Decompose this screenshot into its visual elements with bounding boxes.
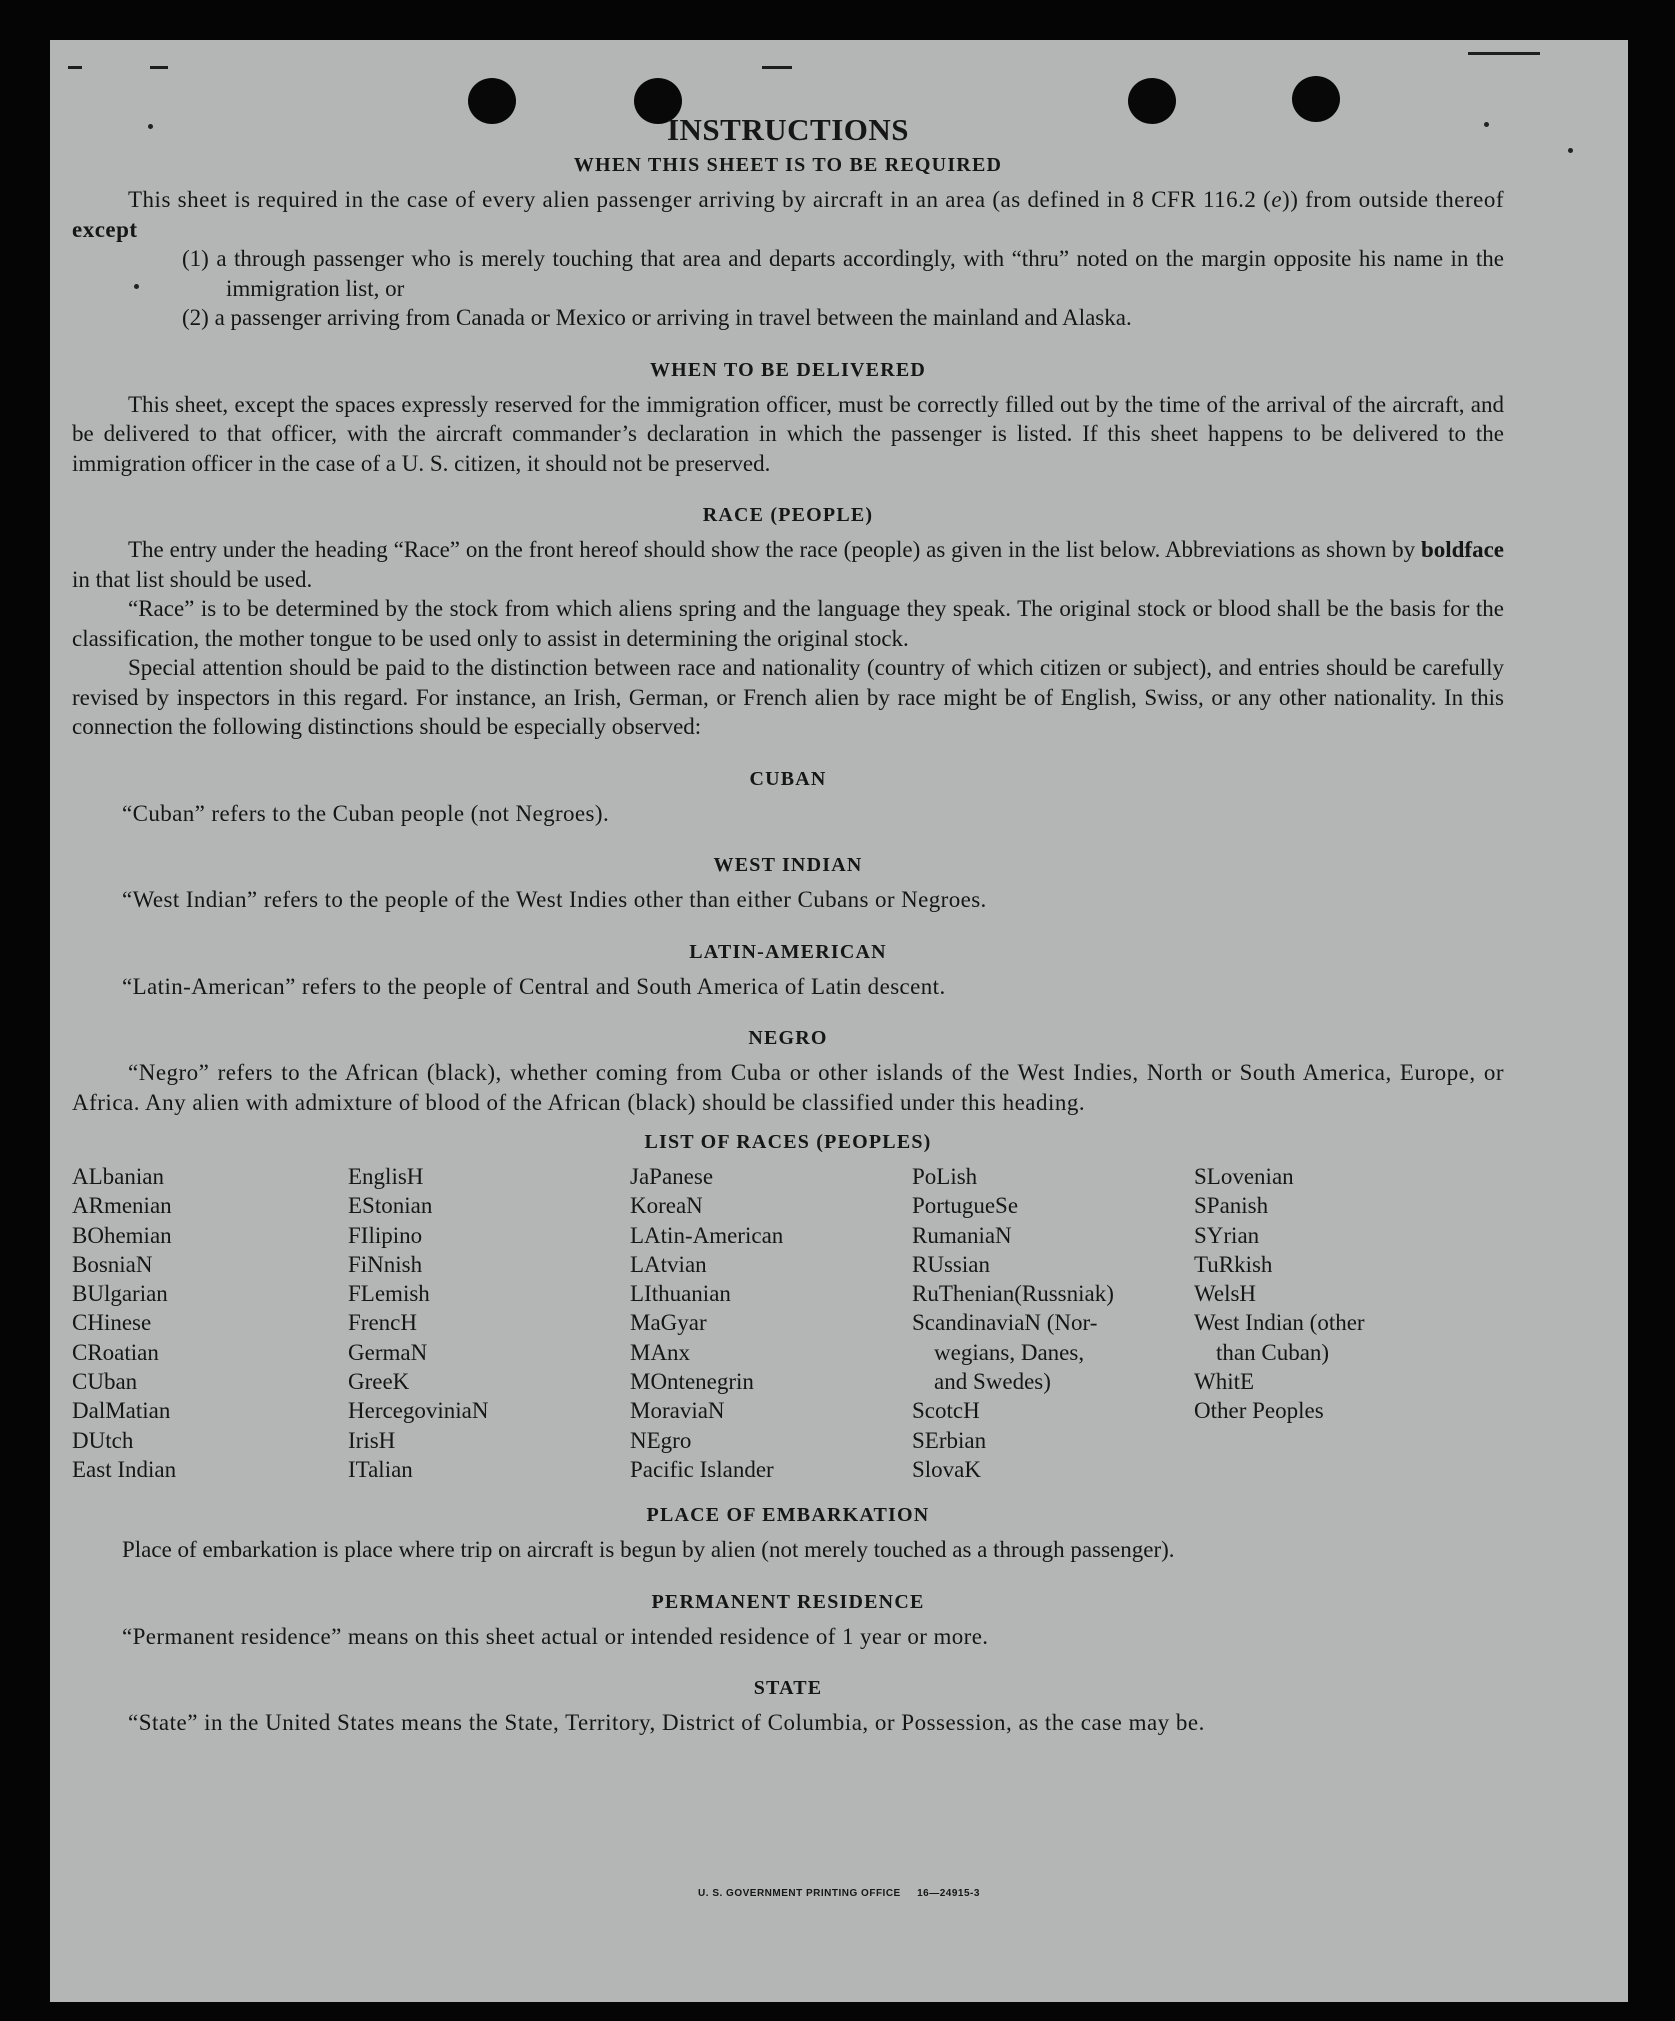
instructions-body xyxy=(72,112,1504,1738)
race-entry: ITalian xyxy=(348,1456,413,1482)
heading-when-delivered: WHEN TO BE DELIVERED xyxy=(649,358,927,381)
race-entry: RUssian xyxy=(912,1251,990,1277)
race-entry: ScotcH xyxy=(912,1398,980,1424)
printer-imprint: U. S. GOVERNMENT PRINTING OFFICE 16—24915-3 xyxy=(698,1888,980,1899)
race-entry: BOhemian xyxy=(72,1222,172,1248)
race-entry: SlovaK xyxy=(912,1456,981,1482)
race-entry: FiNnish xyxy=(348,1251,423,1277)
race-entry: BosniaN xyxy=(72,1251,153,1277)
heading-embarkation: PLACE OF EMBARKATION xyxy=(646,1504,930,1527)
cuban-text: “Cuban” refers to the Cuban people (not Negroes). xyxy=(122,800,610,826)
race-paragraph-1: The entry under the heading “Race” on the front hereof should show the race (people) as given in the list below. Abbreviations as shown by boldface in that list should be used. xyxy=(72,537,1504,592)
exception-item-1: (1) a through passenger who is merely touching that area and departs accordingly, with “thru” noted on the margin opposite his name in the immigration list, or xyxy=(182,246,1505,301)
race-entry: GermaN xyxy=(348,1339,428,1365)
race-entry: PoLish xyxy=(912,1164,978,1189)
heading-west-indian: WEST INDIAN xyxy=(713,854,863,876)
races-column-5 xyxy=(1194,1162,1504,1484)
race-entry: KoreaN xyxy=(630,1193,703,1219)
race-entry: GreeK xyxy=(348,1369,410,1395)
race-entry: FLemish xyxy=(348,1281,430,1307)
heading-latin-american: LATIN-AMERICAN xyxy=(689,940,887,963)
races-column-4 xyxy=(912,1162,1194,1484)
race-entry: Pacific Islander xyxy=(630,1456,774,1482)
race-entry: SYrian xyxy=(1194,1222,1260,1248)
race-entry: RumaniaN xyxy=(912,1222,1012,1248)
state-text: “State” in the United States means the State, Territory, District of Columbia, or Possession, as the case may be. xyxy=(128,1710,1205,1736)
when-required-intro: This sheet is required in the case of every alien passenger arriving by aircraft in an area (as defined in 8 CFR 116.2 (e)) from outside thereof except xyxy=(72,187,1505,242)
race-entry: CUban xyxy=(72,1369,138,1395)
race-entry: EnglisH xyxy=(348,1164,424,1189)
race-entry: JaPanese xyxy=(630,1164,714,1189)
race-entry: ARmenian xyxy=(72,1193,172,1219)
race-entry: than Cuban) xyxy=(1216,1339,1330,1365)
heading-state: STATE xyxy=(753,1677,823,1700)
edge-mark xyxy=(1468,52,1540,55)
race-entry: SLovenian xyxy=(1194,1164,1294,1189)
race-entry: FrencH xyxy=(348,1310,417,1336)
race-entry: TuRkish xyxy=(1194,1251,1273,1277)
race-entry: PortugueSe xyxy=(912,1193,1019,1219)
race-entry: ALbanian xyxy=(72,1164,164,1189)
race-entry: Other Peoples xyxy=(1194,1398,1324,1424)
race-entry: MOntenegrin xyxy=(630,1369,754,1395)
race-entry: HercegoviniaN xyxy=(348,1398,489,1424)
race-entry: DalMatian xyxy=(72,1398,171,1424)
edge-mark xyxy=(68,66,82,69)
race-entry: LAtin-American xyxy=(630,1222,784,1248)
races-column-1 xyxy=(72,1162,348,1484)
race-entry: LAtvian xyxy=(630,1251,707,1277)
race-entry: EStonian xyxy=(348,1193,433,1219)
race-entry: MaGyar xyxy=(630,1310,707,1336)
heading-negro: NEGRO xyxy=(748,1027,828,1049)
race-paragraph-3: Special attention should be paid to the distinction between race and nationality (country of which citizen or subject), and entries should be carefully revised by inspectors in this regard. For instance, an Irish, German, or French alien by race might be of English, Swiss, or any other nationality. In this connection the following distinctions should be especially observed: xyxy=(72,655,1504,739)
race-entry: DUtch xyxy=(72,1427,134,1453)
race-entry: and Swedes) xyxy=(934,1369,1051,1395)
race-entry: WelsH xyxy=(1194,1281,1257,1307)
race-entry: IrisH xyxy=(348,1427,396,1453)
race-entry: LIthuanian xyxy=(630,1281,731,1307)
edge-mark xyxy=(762,66,792,69)
race-entry: CRoatian xyxy=(72,1339,159,1365)
when-delivered-text: This sheet, except the spaces expressly reserved for the immigration officer, must be correctly filled out by the time of the arrival of the aircraft, and be delivered to that officer, with the aircraft commander’s declaration in which the passenger is listed. If this sheet happens to be delivered to the immigration officer in the case of a U. S. citizen, it should not be preserved. xyxy=(72,391,1504,476)
exception-list xyxy=(182,244,1504,333)
race-entry: MAnx xyxy=(630,1339,691,1365)
race-entry: West Indian (other xyxy=(1194,1310,1365,1336)
speck xyxy=(1568,148,1573,153)
document-sheet xyxy=(50,40,1628,2002)
west-indian-text: “West Indian” refers to the people of the West Indies other than either Cubans or Negroes. xyxy=(122,887,987,912)
latin-american-text: “Latin-American” refers to the people of Central and South America of Latin descent. xyxy=(122,973,946,999)
races-column-3 xyxy=(630,1162,912,1484)
race-entry: East Indian xyxy=(72,1456,177,1482)
embarkation-text: Place of embarkation is place where trip on aircraft is begun by alien (not merely touched as a through passenger). xyxy=(122,1537,1175,1563)
race-entry: RuThenian(Russniak) xyxy=(912,1281,1114,1307)
race-entry: SPanish xyxy=(1194,1193,1269,1219)
negro-text: “Negro” refers to the African (black), whether coming from Cuba or other islands of the West Indies, North or South America, Europe, or Africa. Any alien with admixture of blood of the African (black) should be classified under this heading. xyxy=(72,1060,1504,1115)
heading-cuban: CUBAN xyxy=(749,767,827,790)
races-column-2 xyxy=(348,1162,630,1484)
heading-permanent-residence: PERMANENT RESIDENCE xyxy=(651,1590,925,1613)
race-entry: ScandinaviaN (Nor- xyxy=(912,1310,1098,1336)
race-entry: wegians, Danes, xyxy=(934,1339,1085,1365)
heading-list-of-races: LIST OF RACES (PEOPLES) xyxy=(644,1131,932,1153)
race-paragraph-2: “Race” is to be determined by the stock from which aliens spring and the language they speak. The original stock or blood shall be the basis for the classification, the mother tongue to be used only to assist in determining the original stock. xyxy=(72,596,1504,651)
race-entry: MoraviaN xyxy=(630,1398,725,1424)
race-entry: SErbian xyxy=(912,1427,987,1453)
exception-item-2: (2) a passenger arriving from Canada or Mexico or arriving in travel between the mainland and Alaska. xyxy=(182,305,1132,330)
race-entry: BUlgarian xyxy=(72,1281,168,1307)
heading-when-required: WHEN THIS SHEET IS TO BE REQUIRED xyxy=(573,154,1003,176)
residence-text: “Permanent residence” means on this sheet actual or intended residence of 1 year or more. xyxy=(122,1623,989,1649)
race-entry: CHinese xyxy=(72,1310,152,1336)
race-entry: WhitE xyxy=(1194,1369,1255,1395)
heading-race: RACE (PEOPLE) xyxy=(702,504,874,526)
races-list xyxy=(72,1162,1504,1484)
race-entry: FIlipino xyxy=(348,1222,423,1248)
edge-mark xyxy=(150,66,168,69)
page-title: INSTRUCTIONS xyxy=(666,112,909,147)
race-entry: NEgro xyxy=(630,1427,692,1453)
